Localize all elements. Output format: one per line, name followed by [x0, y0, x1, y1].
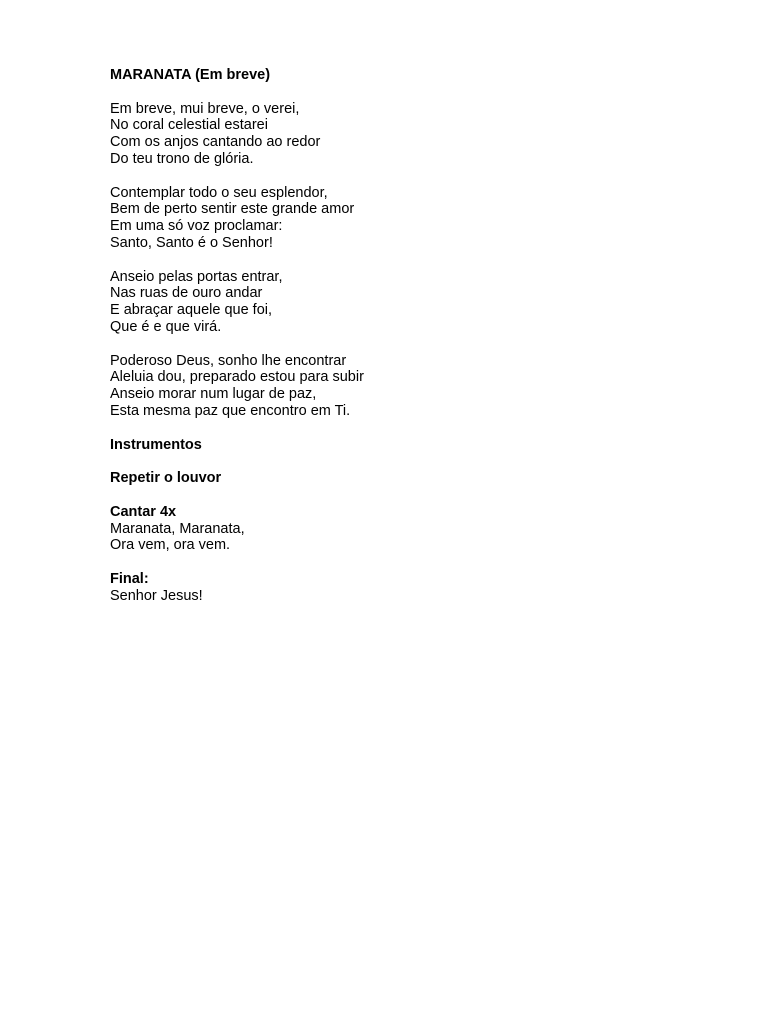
spacer	[110, 252, 710, 269]
verse-line: No coral celestial estarei	[110, 117, 268, 134]
final-heading: Final:	[110, 570, 149, 587]
verse-line: Poderoso Deus, sonho lhe encontrar	[110, 352, 347, 369]
spacer	[110, 84, 710, 101]
verse-line: Anseio pelas portas entrar,	[110, 268, 283, 285]
song-title: MARANATA (Em breve)	[110, 67, 271, 83]
spacer	[110, 554, 710, 571]
verse-line: E abraçar aquele que foi,	[110, 302, 273, 319]
verse-line: Aleluia dou, preparado estou para subir	[110, 369, 364, 386]
verse-line: Que é e que virá.	[110, 318, 222, 335]
verse-4	[110, 353, 710, 420]
lyrics-document	[110, 67, 710, 605]
spacer	[110, 168, 710, 185]
spacer	[110, 453, 710, 470]
sing-section	[110, 504, 710, 554]
verse-line: Com os anjos cantando ao redor	[110, 134, 321, 151]
verse-2	[110, 185, 710, 252]
verse-line: Contemplar todo o seu esplendor,	[110, 184, 328, 201]
repeat-heading: Repetir o louvor	[110, 470, 222, 487]
verse-line: Bem de perto sentir este grande amor	[110, 201, 355, 218]
spacer	[110, 487, 710, 504]
verse-line: Anseio morar num lugar de paz,	[110, 386, 317, 403]
verse-line: Esta mesma paz que encontro em Ti.	[110, 402, 351, 419]
verse-line: Do teu trono de glória.	[110, 150, 254, 167]
instruments-heading: Instrumentos	[110, 436, 202, 453]
sing-heading: Cantar 4x	[110, 503, 177, 520]
spacer	[110, 420, 710, 437]
verse-line: Em breve, mui breve, o verei,	[110, 100, 300, 117]
verse-line: Nas ruas de ouro andar	[110, 285, 263, 302]
verse-1	[110, 101, 710, 168]
final-section	[110, 571, 710, 605]
verse-3	[110, 269, 710, 336]
spacer	[110, 336, 710, 353]
sing-line: Maranata, Maranata,	[110, 520, 245, 537]
final-line: Senhor Jesus!	[110, 587, 203, 604]
verse-line: Em uma só voz proclamar:	[110, 218, 283, 235]
verse-line: Santo, Santo é o Senhor!	[110, 234, 273, 251]
sing-line: Ora vem, ora vem.	[110, 537, 231, 554]
